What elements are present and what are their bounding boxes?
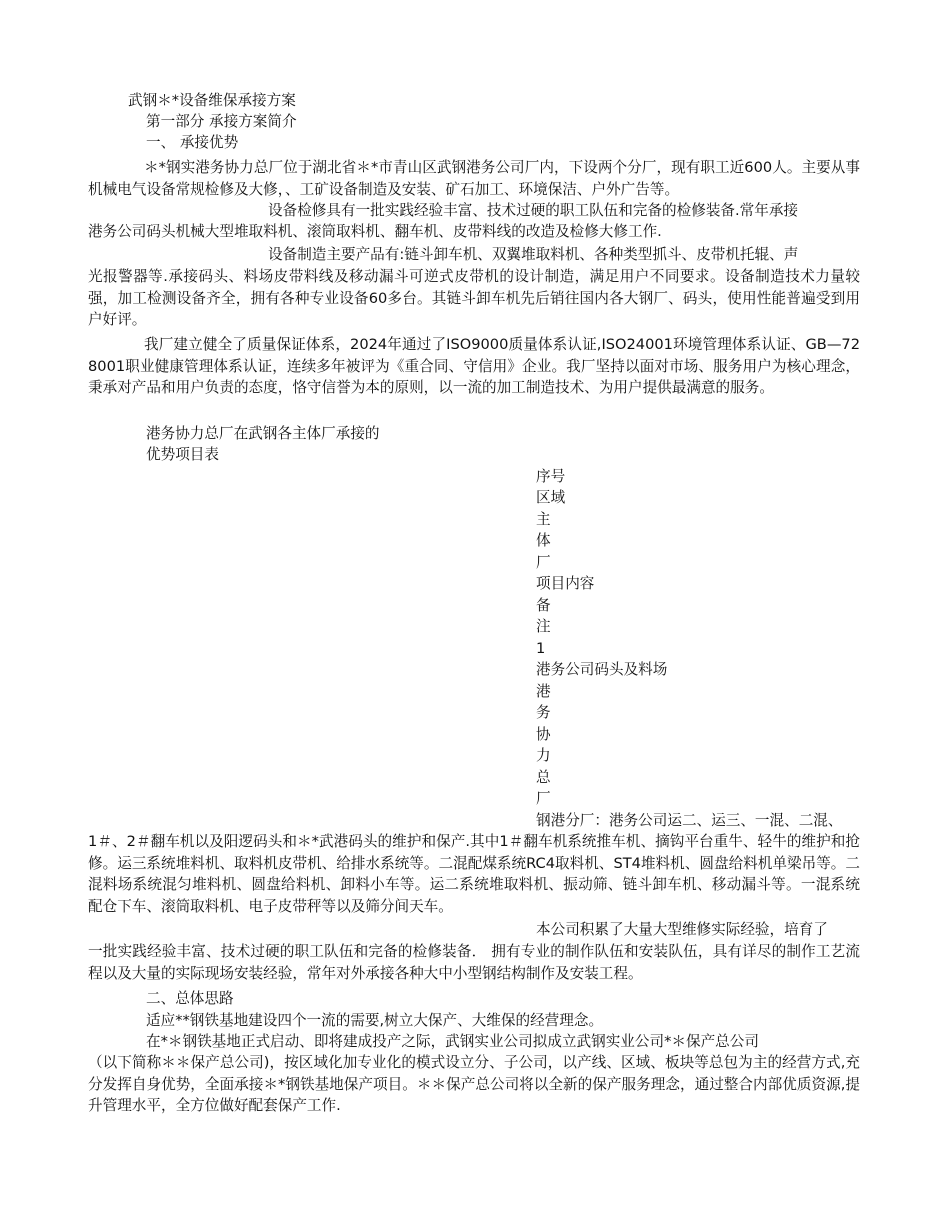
table-row1-serial: 1 <box>536 640 546 657</box>
table-header-main-char2: 体 <box>536 532 551 549</box>
paragraph-experience-rest: 一批实践经验丰富、技术过硬的职工队伍和完备的检修装备． 拥有专业的制作队伍和安装队伍，具有详尽的制作工艺流程以及大量的实际现场安装经验，常年对外承接各种大中小型钢结构制作及安装工程。 <box>88 943 860 982</box>
table-header-remark-char1: 备 <box>536 597 551 614</box>
table-header-area: 区域 <box>536 489 566 506</box>
paragraph-experience-line1: 本公司积累了大量大型维修实际经验，培育了 <box>536 921 828 938</box>
table-header-content: 项目内容 <box>536 575 595 592</box>
table-header-serial: 序号 <box>536 468 566 485</box>
paragraph-repair-line2: 港务公司码头机械大型堆取料机、滚筒取料机、翻车机、皮带料线的改造及检修大修工作. <box>88 223 662 240</box>
part-heading: 第一部分 承接方案简介 <box>146 113 297 130</box>
paragraph-intro: ＊*钢实港务协力总厂位于湖北省＊*市青山区武钢港务公司厂内，下设两个分厂，现有职工近600人。主要从事机械电气设备常规检修及大修，、工矿设备制造及安装、矿石加工、环境保洁、户外广告等。 <box>88 159 860 198</box>
paragraph-approach: 适应**钢铁基地建设四个一流的需要,树立大保产、大维保的经营理念。 <box>146 1012 604 1029</box>
table-row1-area: 港务公司码头及料场 <box>536 661 668 678</box>
table-row1-main-char4: 力 <box>536 747 551 764</box>
table-row1-main-char1: 港 <box>536 683 551 700</box>
paragraph-company-line1: 在*＊钢铁基地正式启动、即将建成投产之际，武钢实业公司拟成立武钢实业公司*＊保产总公司 <box>146 1033 759 1050</box>
table-header-remark-char2: 注 <box>536 618 551 635</box>
table-row1-main-char6: 厂 <box>536 790 551 807</box>
paragraph-manufacturing-rest: 光报警器等.承接码头、料场皮带料线及移动漏斗可逆式皮带机的设计制造，满足用户不同要求。设备制造技术力量较强，加工检测设备齐全，拥有各种专业设备60多台。其链斗卸车机先后销往国内各大钢厂、码头，使用性能普遍受到用户好评。 <box>88 268 860 328</box>
table-row1-main-char2: 务 <box>536 704 551 721</box>
document-title: 武钢＊*设备维保承接方案 <box>128 92 296 109</box>
table-row1-content-line1: 钢港分厂：港务公司运二、运三、一混、二混、 <box>536 812 843 829</box>
table-caption-line2: 优势项目表 <box>146 446 219 463</box>
paragraph-quality: 我厂建立健全了质量保证体系，2024年通过了ISO9000质量体系认证,ISO24001环境管理体系认证、GB—728001职业健康管理体系认证，连续多年被评为《重合同、守信用》企业。我厂坚持以面对市场、服务用户为核心理念，秉承对产品和用户负责的态度，恪守信誉为本的原则，以一流的加工制造技术、为用户提供最满意的服务。 <box>88 336 860 396</box>
table-header-main-char1: 主 <box>536 511 551 528</box>
table-row1-main-char3: 协 <box>536 726 551 743</box>
table-caption-line1: 港务协力总厂在武钢各主体厂承接的 <box>146 425 380 442</box>
table-row1-main-char5: 总 <box>536 769 551 786</box>
table-row1-content-rest: 1＃、2＃翻车机以及阳逻码头和＊*武港码头的维护和保产.其中1＃翻车机系统推车机、摘钩平台重牛、轻牛的维护和抢修。运三系统堆料机、取料机皮带机、给排水系统等。二混配煤系统RC4取料机、ST4堆料机、圆盘给料机单梁吊等。二混料场系统混匀堆料机、圆盘给料机、卸料小车等。运二系统堆取料机、振动筛、链斗卸车机、移动漏斗等。一混系统配仓下车、滚筒取料机、电子皮带秤等以及筛分间天车。 <box>88 833 860 915</box>
section-heading-advantages: 一、 承接优势 <box>146 134 239 151</box>
paragraph-repair-line1: 设备检修具有一批实践经验丰富、技术过硬的职工队伍和完备的检修装备.常年承接 <box>268 202 799 219</box>
paragraph-company-rest: （以下简称＊＊保产总公司)，按区域化加专业化的模式设立分、子公司，以产线、区域、板块等总包为主的经营方式,充分发挥自身优势，全面承接＊*钢铁基地保产项目。＊＊保产总公司将以全新的保产服务理念，通过整合内部优质资源,提升管理水平，全方位做好配套保产工作. <box>88 1054 860 1114</box>
table-header-main-char3: 厂 <box>536 554 551 571</box>
paragraph-manufacturing-line1: 设备制造主要产品有:链斗卸车机、双翼堆取料机、各种类型抓斗、皮带机托辊、声 <box>268 246 799 263</box>
section-heading-approach: 二、总体思路 <box>146 990 234 1007</box>
